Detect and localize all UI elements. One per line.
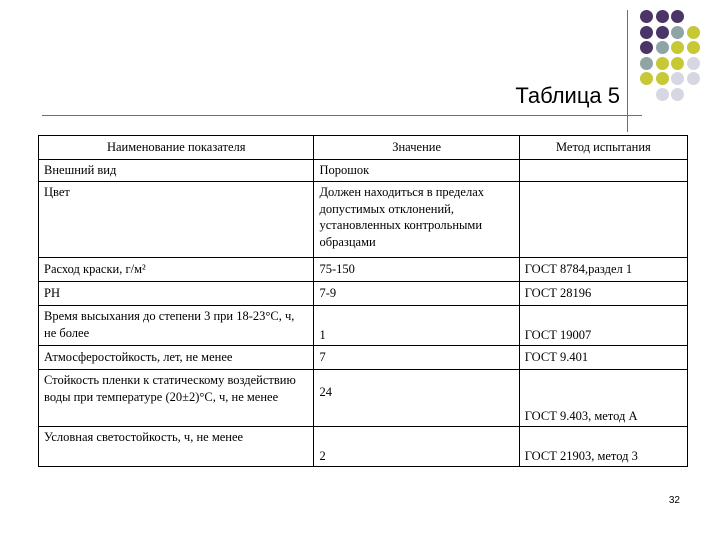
- cell-method: ГОСТ 21903, метод 3: [519, 427, 687, 467]
- table-row: [39, 427, 688, 467]
- cell-value: 7-9: [314, 282, 519, 306]
- table-row: [39, 370, 688, 427]
- decorative-dot: [671, 57, 684, 70]
- cell-name: Стойкость пленки к статическому воздействию воды при температуре (20±2)°С, ч, не менее: [39, 370, 314, 427]
- decorative-dot: [687, 41, 700, 54]
- table-row: [39, 160, 688, 182]
- table-row: [39, 346, 688, 370]
- decorative-dot: [671, 26, 684, 39]
- cell-method: ГОСТ 9.403, метод А: [519, 370, 687, 427]
- decorative-dot: [656, 72, 669, 85]
- spec-table: [38, 135, 688, 467]
- decorative-dot: [687, 57, 700, 70]
- decorative-dot: [656, 88, 669, 101]
- decorative-dot: [640, 10, 653, 23]
- cell-name: Цвет: [39, 182, 314, 258]
- decorative-dot: [671, 72, 684, 85]
- cell-name: Атмосферостойкость, лет, не менее: [39, 346, 314, 370]
- decorative-dot: [671, 10, 684, 23]
- decorative-dot: [671, 41, 684, 54]
- cell-value: 7: [314, 346, 519, 370]
- cell-name: Расход краски, г/м²: [39, 258, 314, 282]
- table-row: [39, 182, 688, 258]
- cell-value: 1: [314, 306, 519, 346]
- divider-horizontal: [42, 115, 642, 116]
- cell-method: ГОСТ 9.401: [519, 346, 687, 370]
- decorative-dot: [671, 88, 684, 101]
- decorative-dot: [640, 26, 653, 39]
- cell-method: ГОСТ 28196: [519, 282, 687, 306]
- slide-title: Таблица 5: [515, 83, 620, 108]
- header-method: Метод испытания: [519, 136, 687, 160]
- table-header-row: [39, 136, 688, 160]
- cell-method: ГОСТ 19007: [519, 306, 687, 346]
- cell-name: Условная светостойкость, ч, не менее: [39, 427, 314, 467]
- header-name: Наименование показателя: [39, 136, 314, 160]
- cell-method: ГОСТ 8784,раздел 1: [519, 258, 687, 282]
- decorative-dot: [687, 26, 700, 39]
- decorative-dot: [656, 26, 669, 39]
- cell-method: [519, 182, 687, 258]
- decorative-dot: [640, 57, 653, 70]
- decorative-dot: [687, 72, 700, 85]
- cell-name: Внешний вид: [39, 160, 314, 182]
- decorative-dot: [656, 41, 669, 54]
- cell-value: 75-150: [314, 258, 519, 282]
- cell-value: Должен находиться в пределах допустимых отклонений, установленных контрольными образцами: [314, 182, 519, 258]
- decorative-dot: [640, 41, 653, 54]
- cell-name: PH: [39, 282, 314, 306]
- cell-method: [519, 160, 687, 182]
- cell-name: Время высыхания до степени 3 при 18-23°С, ч, не более: [39, 306, 314, 346]
- cell-value: Порошок: [314, 160, 519, 182]
- table-row: [39, 282, 688, 306]
- divider-vertical: [627, 10, 628, 132]
- cell-value: 2: [314, 427, 519, 467]
- table-row: [39, 258, 688, 282]
- table-row: [39, 306, 688, 346]
- decorative-dot: [656, 57, 669, 70]
- decorative-dot: [640, 72, 653, 85]
- page-number: 32: [668, 495, 680, 506]
- cell-value: 24: [314, 370, 519, 427]
- decorative-dot: [656, 10, 669, 23]
- header-value: Значение: [314, 136, 519, 160]
